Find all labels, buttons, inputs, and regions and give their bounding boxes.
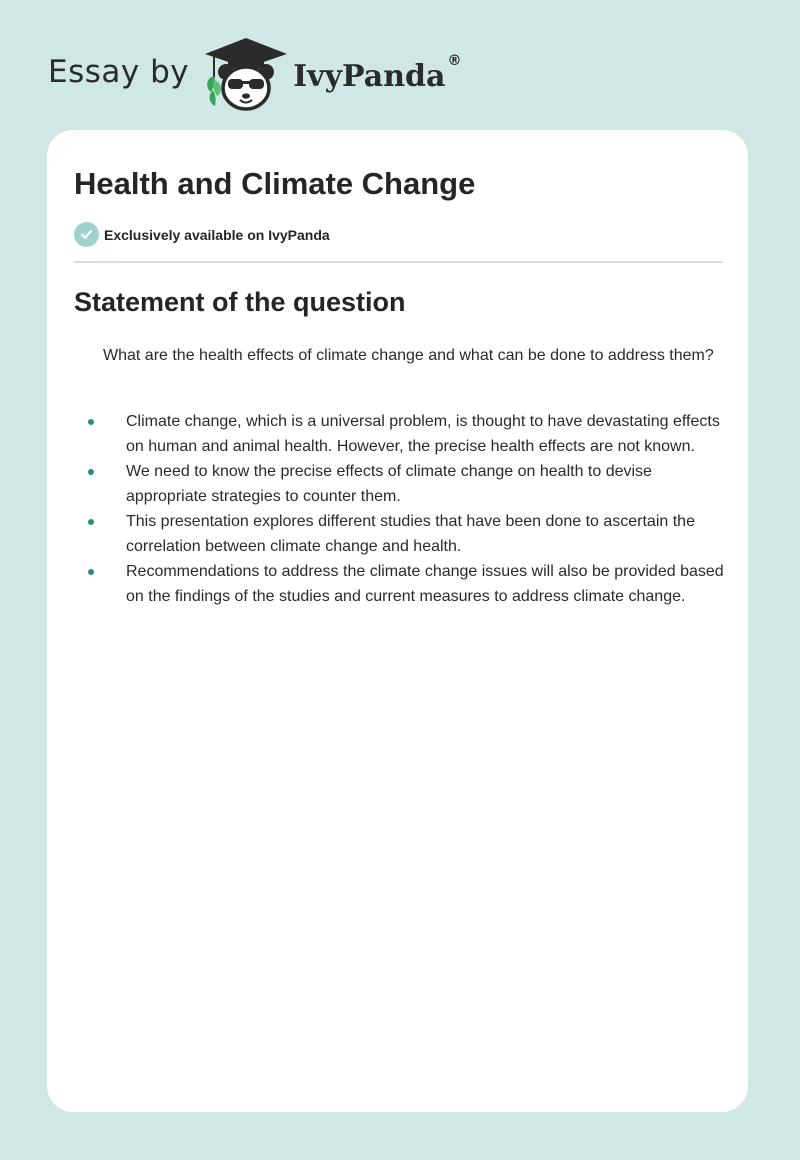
list-item-text: Recommendations to address the climate change issues will also be provided based on the findings of the studies and current measures to address climate change. xyxy=(126,563,724,605)
brand-prefix: Essay by xyxy=(48,54,190,90)
page-title: Health and Climate Change xyxy=(74,166,476,201)
bullet-dot xyxy=(88,469,94,475)
exclusive-badge xyxy=(74,222,330,247)
divider xyxy=(74,261,723,263)
list-item xyxy=(74,409,724,459)
brand-name-text: IvyPanda xyxy=(293,58,446,94)
registered-mark: ® xyxy=(447,52,462,69)
brand-name xyxy=(293,52,462,94)
document-card xyxy=(47,130,748,1112)
question-paragraph: What are the health effects of climate change and what can be done to address them? xyxy=(103,347,714,364)
list-item xyxy=(74,559,724,609)
list-item-text: We need to know the precise effects of climate change on health to devise appropriate strategies to counter them. xyxy=(126,463,652,505)
list-item-text: Climate change, which is a universal problem, is thought to have devastating effects on human and animal health. However, the precise health effects are not known. xyxy=(126,413,720,455)
check-circle-icon xyxy=(74,222,99,247)
exclusive-label: Exclusively available on IvyPanda xyxy=(104,226,330,243)
bullet-list xyxy=(74,409,724,609)
brand-header xyxy=(48,34,461,114)
section-heading: Statement of the question xyxy=(74,287,406,317)
bullet-dot xyxy=(88,569,94,575)
bullet-dot xyxy=(88,419,94,425)
bullet-dot xyxy=(88,519,94,525)
list-item-text: This presentation explores different studies that have been done to ascertain the correlation between climate change and health. xyxy=(126,513,695,555)
list-item xyxy=(74,459,724,509)
list-item xyxy=(74,509,724,559)
panda-graduate-logo-icon xyxy=(201,36,291,112)
